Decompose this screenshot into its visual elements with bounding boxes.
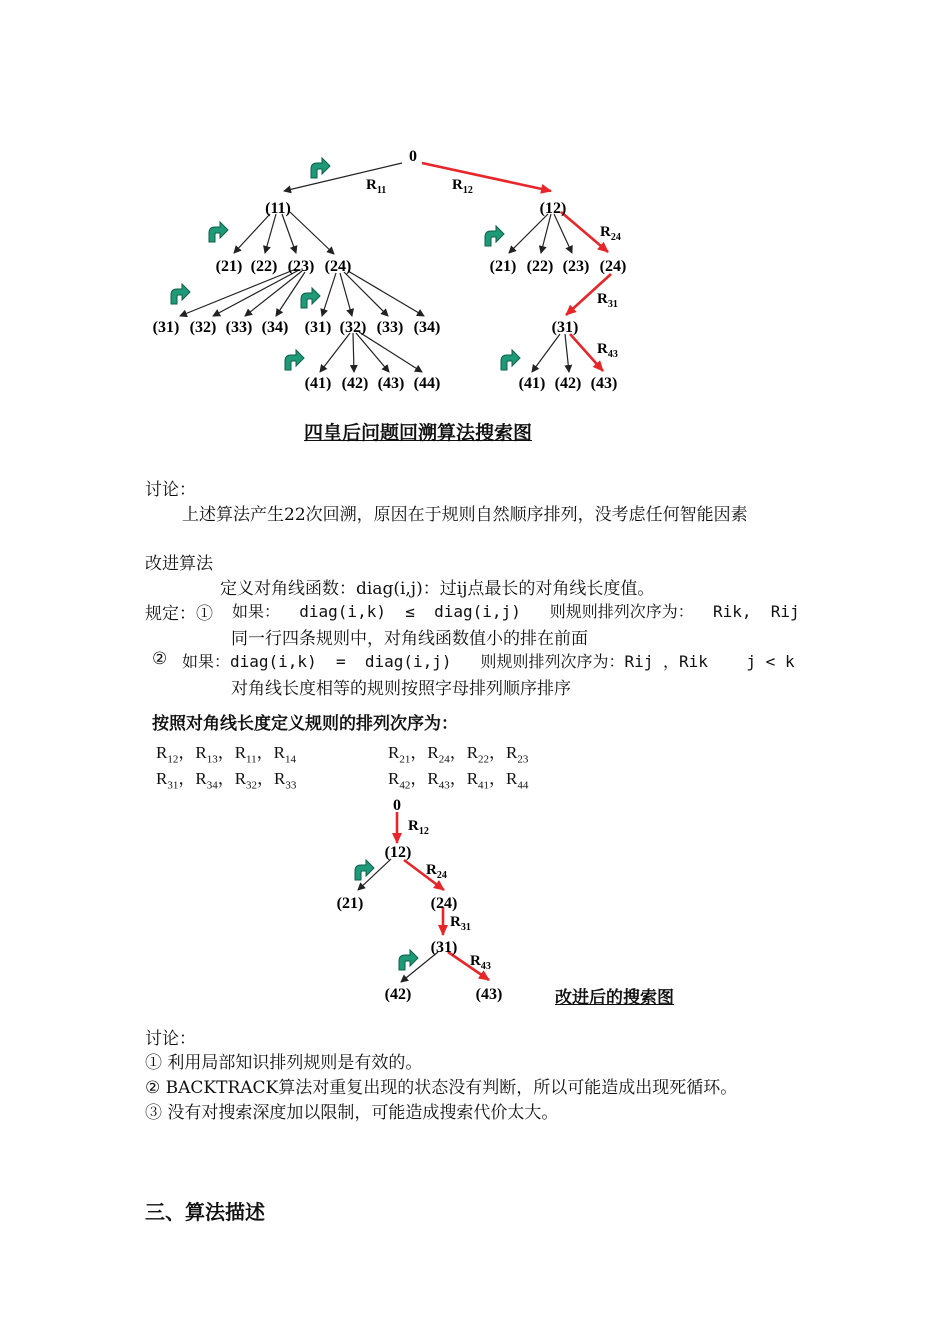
tree-node: (33)	[225, 319, 253, 336]
separator: ，	[449, 743, 467, 762]
rule2-note: 对角线长度相等的规则按照字母排列顺序排序	[231, 679, 571, 699]
tree-node: (33)	[376, 319, 404, 336]
edge-label: $R_{31}$	[450, 914, 471, 933]
tree-node: (24)	[599, 258, 627, 275]
separator: ，	[410, 743, 428, 762]
tree-node: (22)	[250, 258, 278, 275]
ordering-title: 按照对角线长度定义规则的排列次序为：	[152, 714, 458, 734]
backtrack-icon	[485, 226, 504, 246]
tree-node: (42)	[384, 986, 412, 1003]
tree-node: (21)	[336, 895, 364, 912]
rule-item: $R_{44}$	[506, 769, 529, 792]
edge-label: $R_{11}$	[366, 177, 387, 196]
tree-node: (24)	[430, 895, 458, 912]
tree-node: (31)	[152, 319, 180, 336]
discussion2-item: ② BACKTRACK算法对重复出现的状态没有判断，所以可能造成出现死循环。	[145, 1078, 738, 1098]
rule-item: $R_{22}$	[466, 743, 490, 766]
separator: ，	[217, 743, 235, 762]
edge-label: $R_{24}$	[426, 862, 447, 881]
separator: ，	[449, 769, 467, 788]
separator: ，	[217, 769, 235, 788]
ordering-row1-right	[388, 738, 528, 765]
tree-node: (12)	[384, 844, 412, 861]
separator: ，	[410, 769, 428, 788]
rule-item: $R_{41}$	[466, 769, 490, 792]
rule-item: $R_{24}$	[427, 743, 450, 766]
figure2-caption: 改进后的搜索图	[555, 988, 674, 1008]
edge-label: $R_{43}$	[470, 953, 491, 972]
improved-search-tree	[0, 790, 950, 1010]
discussion2-title: 讨论：	[145, 1029, 196, 1049]
tree-node: (42)	[341, 375, 369, 392]
rule-item: $R_{21}$	[388, 743, 411, 766]
rule-item: $R_{43}$	[427, 769, 450, 792]
rule-item: $R_{31}$	[156, 769, 179, 792]
separator: ，	[257, 769, 275, 788]
rule1-note: 同一行四条规则中，对角线函数值小的排在前面	[231, 629, 588, 649]
backtrack-icon	[301, 288, 320, 308]
edge-label: $R_{43}$	[597, 341, 618, 360]
tree-node: (34)	[413, 319, 441, 336]
discussion2-item: ① 利用局部知识排列规则是有效的。	[145, 1053, 423, 1073]
rule-item: $R_{23}$	[506, 743, 529, 766]
backtrack-icon	[501, 350, 520, 370]
rule2-prefix: ②	[152, 649, 168, 669]
tree-node: (43)	[377, 375, 405, 392]
tree-node: (21)	[215, 258, 243, 275]
tree-node: (32)	[189, 319, 217, 336]
tree-node: 0	[409, 148, 417, 165]
tree-node: (11)	[265, 200, 291, 217]
discussion2-item: ③ 没有对搜索深度加以限制，可能造成搜索代价太大。	[145, 1103, 559, 1123]
tree-node: (21)	[489, 258, 517, 275]
tree-node: (34)	[261, 319, 289, 336]
rule-item: $R_{13}$	[195, 743, 218, 766]
tree-node: (31)	[551, 319, 579, 336]
ordering-row2-right	[388, 764, 528, 791]
backtrack-icon	[399, 950, 418, 970]
rule-item: $R_{34}$	[195, 769, 218, 792]
edge-label: $R_{12}$	[408, 818, 429, 837]
rule-item: $R_{32}$	[234, 769, 258, 792]
tree-node: (41)	[518, 375, 546, 392]
section-heading: 三、算法描述	[145, 1200, 265, 1224]
separator: ，	[489, 743, 507, 762]
edge-label: $R_{12}$	[452, 177, 473, 196]
rule1-text: 如果： diag(i,k) ≤ diag(i,j) 则规则排列次序为： Rik, Rij	[232, 602, 800, 621]
rule1-prefix: 规定：①	[145, 604, 213, 624]
tree-node: (22)	[526, 258, 554, 275]
figure1-caption: 四皇后问题回溯算法搜索图	[304, 422, 533, 444]
rule-item: $R_{11}$	[234, 743, 257, 766]
tree-node: (23)	[287, 258, 315, 275]
tree-node: (42)	[554, 375, 582, 392]
definition-text: 定义对角线函数：diag(i,j)：过ij点最长的对角线长度值。	[220, 579, 655, 599]
separator: ，	[178, 769, 196, 788]
discussion1-text: 上述算法产生22次回溯，原因在于规则自然顺序排列，没考虑任何智能因素	[182, 505, 748, 525]
backtrack-icon	[285, 350, 304, 370]
improved-title: 改进算法	[145, 554, 213, 574]
rule-item: $R_{12}$	[156, 743, 179, 766]
tree-node: (32)	[339, 319, 367, 336]
tree-node: (41)	[304, 375, 332, 392]
ordering-row2-left	[156, 764, 296, 791]
separator: ，	[178, 743, 196, 762]
rule-item: $R_{14}$	[273, 743, 296, 766]
edge-label: $R_{24}$	[600, 224, 621, 243]
tree-node: 0	[393, 797, 401, 814]
tree-nodes	[153, 148, 627, 392]
backtrack-icon	[171, 284, 190, 304]
rule2-text: 如果：diag(i,k) = diag(i,j) 则规则排列次序为：Rij ，Rik j < k	[182, 652, 795, 671]
tree-node: (31)	[304, 319, 332, 336]
backtrack-search-tree	[0, 0, 950, 460]
backtrack-icon	[311, 158, 330, 178]
tree-node: (23)	[562, 258, 590, 275]
discussion1-title: 讨论：	[145, 480, 196, 500]
tree-node: (12)	[539, 200, 567, 217]
tree-node: (43)	[590, 375, 618, 392]
backtrack-icon	[209, 222, 228, 242]
tree-node: (43)	[475, 986, 503, 1003]
separator: ，	[489, 769, 507, 788]
rule-item: $R_{33}$	[274, 769, 297, 792]
rule-item: $R_{42}$	[388, 769, 411, 792]
tree-node: (44)	[413, 375, 441, 392]
edge-label: $R_{31}$	[597, 291, 618, 310]
separator: ，	[256, 743, 274, 762]
ordering-row1-left	[156, 738, 296, 765]
tree-node: (31)	[430, 939, 458, 956]
tree-node: (24)	[324, 258, 352, 275]
